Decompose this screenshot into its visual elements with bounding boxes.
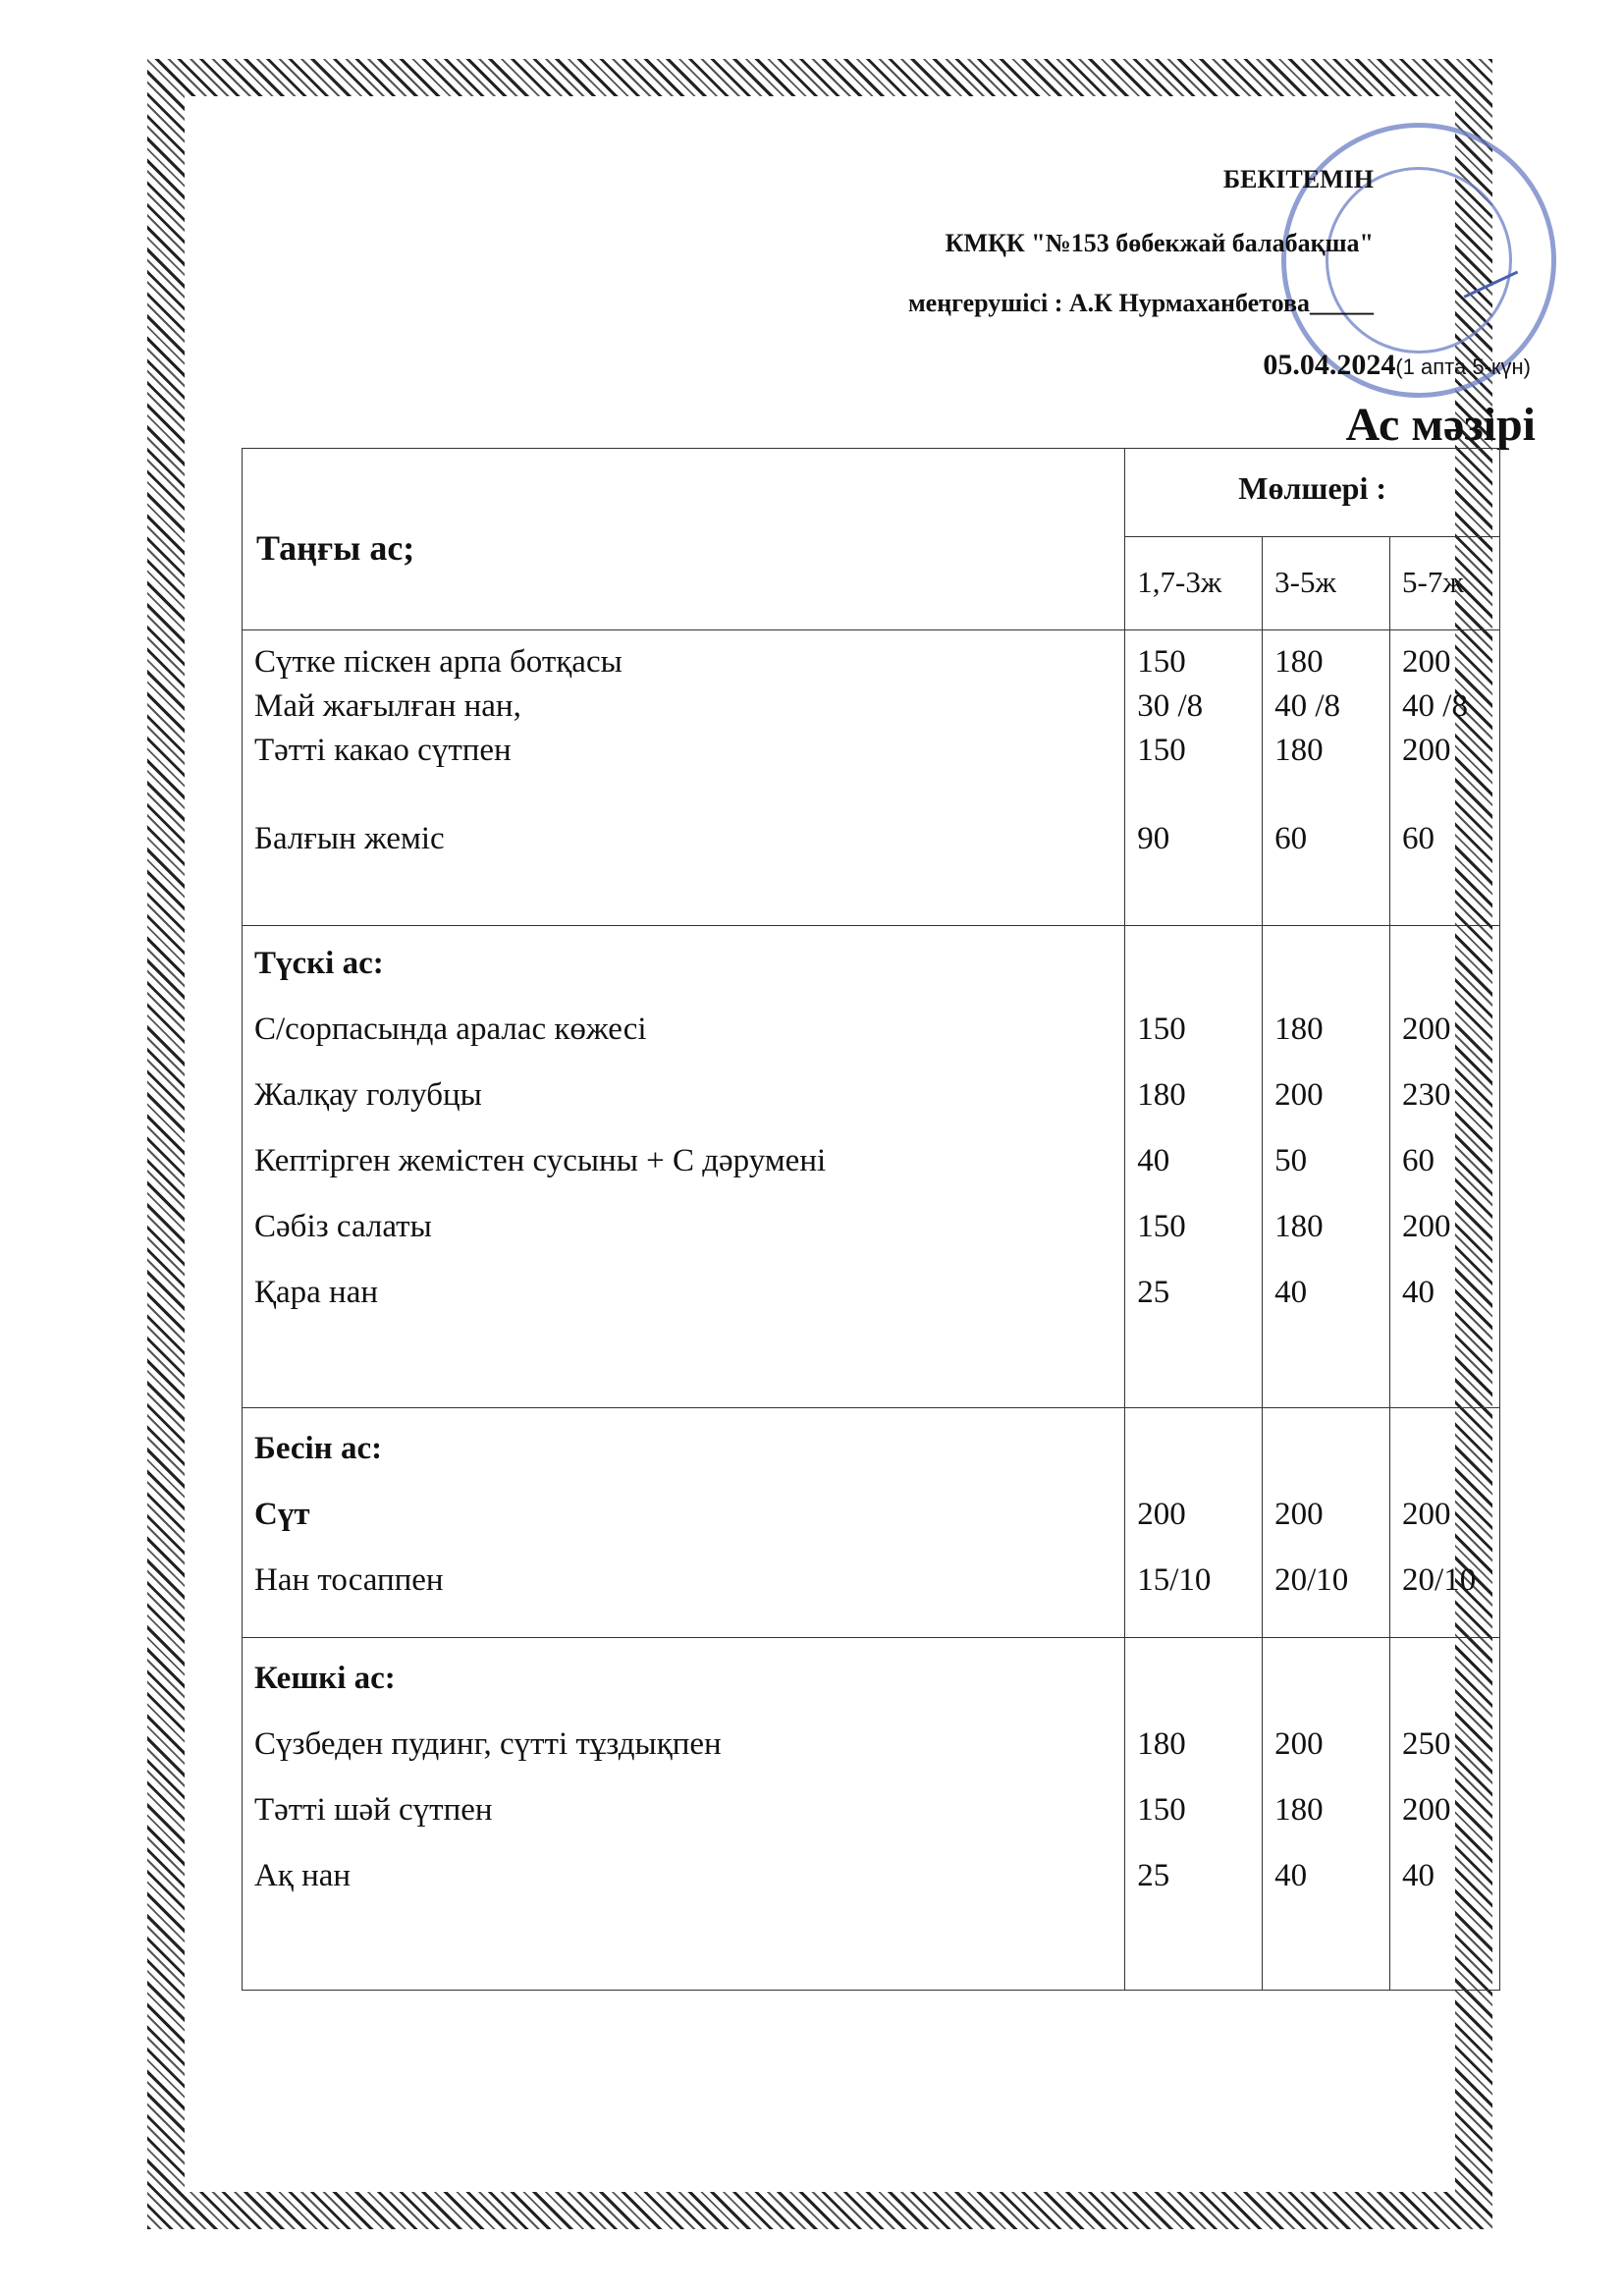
lunch-qty-3 — [1390, 926, 1500, 1408]
snack-qty-1 — [1125, 1408, 1263, 1638]
date-value: 05.04.2024 — [1263, 349, 1396, 381]
lunch-items — [243, 926, 1125, 1408]
breakfast-qty-3 — [1390, 630, 1500, 926]
dinner-items — [243, 1638, 1125, 1991]
lunch-qty-1 — [1125, 926, 1263, 1408]
quantity-value: 40 — [1274, 1275, 1308, 1310]
breakfast-items — [243, 630, 1125, 926]
quantity-value: 60 — [1402, 821, 1435, 856]
breakfast-qty-1 — [1125, 630, 1263, 926]
quantity-value: 20/10 — [1402, 1562, 1477, 1598]
quantity-value — [1125, 773, 1262, 817]
page-title: Ас мәзірі — [1345, 399, 1536, 451]
menu-item: Сүт — [254, 1497, 310, 1532]
spacer — [1263, 931, 1389, 997]
spacer — [1125, 931, 1262, 997]
quantity-value: 40 — [1402, 1275, 1435, 1310]
quantity-value: 250 — [1402, 1726, 1451, 1762]
spacer — [1263, 1416, 1389, 1482]
quantity-value: 25 — [1137, 1858, 1170, 1893]
spacer — [1125, 1646, 1262, 1712]
menu-item: Нан тосаппен — [254, 1562, 444, 1598]
quantity-value: 40 /8 — [1402, 688, 1468, 724]
quantity-value: 150 — [1137, 733, 1186, 768]
lunch-section — [243, 926, 1500, 1408]
quantity-value: 180 — [1274, 733, 1324, 768]
spacer — [1390, 1646, 1499, 1712]
menu-date — [1263, 349, 1531, 382]
menu-item: Қара нан — [254, 1275, 379, 1310]
quantity-value: 50 — [1274, 1143, 1308, 1178]
organization-name: КМҚК "№153 бөбекжай балабақша" — [945, 229, 1374, 257]
menu-item: Тәтті какао сүтпен — [254, 733, 512, 768]
snack-qty-3 — [1390, 1408, 1500, 1638]
spacer — [1125, 1416, 1262, 1482]
breakfast-section — [243, 630, 1500, 926]
snack-section — [243, 1408, 1500, 1638]
quantity-value: 180 — [1137, 1077, 1186, 1113]
quantity-value: 40 — [1137, 1143, 1170, 1178]
quantity-value: 200 — [1402, 1792, 1451, 1828]
quantity-value: 180 — [1274, 644, 1324, 680]
lunch-qty-2 — [1263, 926, 1390, 1408]
quantity-value — [1390, 773, 1499, 817]
quantity-value: 180 — [1274, 1011, 1324, 1047]
head-name: меңгерушісі : А.К Нурмаханбетова_____ — [907, 289, 1374, 317]
age-column-1: 1,7-3ж — [1125, 537, 1263, 630]
quantity-value: 40 — [1402, 1858, 1435, 1893]
quantity-value: 15/10 — [1137, 1562, 1212, 1598]
dinner-section — [243, 1638, 1500, 1991]
quantity-value: 200 — [1274, 1077, 1324, 1113]
spacer — [1263, 1646, 1389, 1712]
quantity-value: 200 — [1274, 1497, 1324, 1532]
week-day: (1 апта 5-күн) — [1395, 355, 1531, 379]
quantity-value: 150 — [1137, 1011, 1186, 1047]
menu-item: Ақ нан — [254, 1858, 352, 1893]
dinner-qty-2 — [1263, 1638, 1390, 1991]
quantity-value: 150 — [1137, 1792, 1186, 1828]
quantity-value: 180 — [1274, 1792, 1324, 1828]
approve-label: БЕКІТЕМІН — [1222, 165, 1374, 193]
quantity-header: Мөлшері : — [1125, 449, 1500, 537]
menu-item — [243, 773, 1124, 817]
age-column-2: 3-5ж — [1263, 537, 1390, 630]
quantity-value: 180 — [1137, 1726, 1186, 1762]
age-column-3: 5-7ж — [1390, 537, 1500, 630]
quantity-value: 150 — [1137, 644, 1186, 680]
quantity-value: 30 /8 — [1137, 688, 1204, 724]
spacer — [1390, 1416, 1499, 1482]
menu-item: Балғын жеміс — [254, 821, 445, 856]
quantity-value: 230 — [1402, 1077, 1451, 1113]
breakfast-qty-2 — [1263, 630, 1390, 926]
menu-item: Жалқау голубцы — [254, 1077, 482, 1113]
snack-items — [243, 1408, 1125, 1638]
spacer — [1390, 931, 1499, 997]
quantity-value: 90 — [1137, 821, 1170, 856]
menu-item: Сүтке піскен арпа ботқасы — [254, 644, 623, 680]
meal-header: Таңғы ас; — [243, 449, 1125, 630]
menu-item: Сүзбеден пудинг, сүтті тұздықпен — [254, 1726, 722, 1762]
quantity-value: 200 — [1402, 644, 1451, 680]
quantity-value: 40 /8 — [1274, 688, 1341, 724]
section-title: Бесін ас: — [254, 1431, 383, 1466]
menu-item: С/сорпасында аралас көжесі — [254, 1011, 647, 1047]
snack-qty-2 — [1263, 1408, 1390, 1638]
quantity-value: 60 — [1402, 1143, 1435, 1178]
dinner-qty-1 — [1125, 1638, 1263, 1991]
menu-item: Май жағылған нан, — [254, 688, 521, 724]
section-title: Түскі ас: — [254, 946, 384, 981]
menu-item: Тәтті шәй сүтпен — [254, 1792, 493, 1828]
quantity-value: 180 — [1274, 1209, 1324, 1244]
quantity-value: 150 — [1137, 1209, 1186, 1244]
quantity-value: 200 — [1402, 1497, 1451, 1532]
menu-item: Кептірген жемістен сусыны + С дәрумені — [254, 1143, 827, 1178]
quantity-value: 20/10 — [1274, 1562, 1349, 1598]
menu-table — [242, 448, 1500, 1991]
menu-item: Сәбіз салаты — [254, 1209, 432, 1244]
quantity-value: 60 — [1274, 821, 1308, 856]
quantity-value: 200 — [1402, 1209, 1451, 1244]
quantity-value: 200 — [1137, 1497, 1186, 1532]
quantity-value: 40 — [1274, 1858, 1308, 1893]
quantity-value: 25 — [1137, 1275, 1170, 1310]
section-title: Кешкі ас: — [254, 1661, 396, 1696]
quantity-value — [1263, 773, 1389, 817]
quantity-value: 200 — [1402, 733, 1451, 768]
dinner-qty-3 — [1390, 1638, 1500, 1991]
quantity-value: 200 — [1402, 1011, 1451, 1047]
quantity-value: 200 — [1274, 1726, 1324, 1762]
